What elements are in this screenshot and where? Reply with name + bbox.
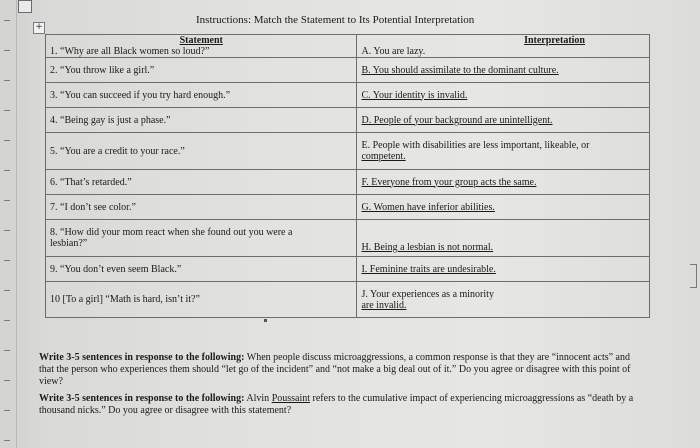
interpretation-text: competent. <box>361 151 406 162</box>
interpretation-text: E. People with disabilities are less important, likeable, or <box>361 140 590 151</box>
prompt-paragraph[interactable] <box>39 393 635 417</box>
statement-cell[interactable] <box>46 108 357 133</box>
interpretation-text: G. Women have inferior abilities. <box>361 201 495 213</box>
interpretation-text: F. Everyone from your group acts the same. <box>361 176 537 188</box>
table-row <box>46 58 650 83</box>
statement-cell[interactable] <box>46 170 357 195</box>
ruler-tick <box>4 410 10 411</box>
interpretation-cell[interactable] <box>357 282 650 318</box>
statement-text: 6. “That’s retarded.” <box>50 176 132 188</box>
prompt-text: refers to the cumulative impact of experiencing microaggressions as “death by a thousand nicks.” Do you agree or disagree with this statement? <box>39 393 634 416</box>
interpretation-text: C. Your identity is invalid. <box>361 89 468 101</box>
table-row <box>46 282 650 318</box>
table-row <box>46 220 650 257</box>
statement-header: Statement <box>179 35 223 46</box>
statement-cell[interactable] <box>46 195 357 220</box>
prompt-text: Alvin <box>244 393 272 404</box>
statement-cell[interactable] <box>46 220 357 257</box>
interpretation-header: Interpretation <box>524 35 585 46</box>
text-cursor-icon <box>264 319 267 322</box>
statement-text: 9. “You don’t even seem Black.” <box>50 263 182 275</box>
interpretation-text: D. People of your background are unintelligent. <box>361 114 553 126</box>
matching-table <box>45 34 650 318</box>
table-row <box>46 108 650 133</box>
statement-text: 10 [To a girl] “Math is hard, isn’t it?” <box>50 294 200 305</box>
table-row <box>46 257 650 282</box>
statement-cell[interactable] <box>46 257 357 282</box>
ruler-tick <box>4 110 10 111</box>
ruler-tick <box>4 290 10 291</box>
statement-cell[interactable] <box>46 58 357 83</box>
vertical-ruler <box>0 0 17 448</box>
interpretation-text: H. Being a lesbian is not normal. <box>361 242 494 253</box>
statement-cell[interactable] <box>46 282 357 318</box>
table-row <box>46 83 650 108</box>
ruler-tick <box>4 440 10 441</box>
interpretation-cell[interactable] <box>357 83 650 108</box>
instructions-heading: Instructions: Match the Statement to Its Potential Interpretation <box>196 14 475 26</box>
table-move-handle-icon[interactable]: + <box>33 22 45 34</box>
response-prompts <box>39 352 635 422</box>
table-row <box>46 133 650 170</box>
statement-text: 8. “How did your mom react when she found out you were a <box>50 227 293 238</box>
prompt-lead: Write 3-5 sentences in response to the following: <box>39 352 245 363</box>
statement-text: 1. “Why are all Black women so loud?” <box>50 46 210 57</box>
interpretation-cell[interactable] <box>357 35 650 58</box>
table-row <box>46 195 650 220</box>
interpretation-text: A. You are lazy. <box>361 46 426 57</box>
page-margin-bracket <box>690 264 697 288</box>
interpretation-text: B. You should assimilate to the dominant culture. <box>361 64 559 76</box>
ruler-tick <box>4 170 10 171</box>
ruler-tick <box>4 260 10 261</box>
statement-text: 4. “Being gay is just a phase.” <box>50 114 171 126</box>
prompt-name: Poussaint <box>271 393 311 404</box>
statement-text: 5. “You are a credit to your race.” <box>50 145 185 157</box>
ruler-tick <box>4 80 10 81</box>
ruler-tick <box>4 320 10 321</box>
ruler-tick <box>4 350 10 351</box>
layout-options-icon[interactable] <box>18 0 32 13</box>
interpretation-text: J. Your experiences as a minority <box>361 288 494 300</box>
interpretation-text: I. Feminine traits are undesirable. <box>361 263 496 275</box>
statement-text: 3. “You can succeed if you try hard enough.” <box>50 89 231 101</box>
interpretation-cell[interactable] <box>357 195 650 220</box>
interpretation-cell[interactable] <box>357 170 650 195</box>
statement-text: 7. “I don’t see color.” <box>50 201 136 213</box>
interpretation-text: are invalid. <box>361 299 407 311</box>
interpretation-cell[interactable] <box>357 133 650 170</box>
interpretation-cell[interactable] <box>357 108 650 133</box>
statement-text: lesbian?” <box>50 238 88 249</box>
statement-cell[interactable] <box>46 83 357 108</box>
ruler-tick <box>4 230 10 231</box>
ruler-tick <box>4 140 10 141</box>
ruler-tick <box>4 380 10 381</box>
table-row <box>46 35 650 58</box>
prompt-lead: Write 3-5 sentences in response to the following: <box>39 393 245 404</box>
statement-text: 2. “You throw like a girl.” <box>50 64 155 76</box>
prompt-paragraph[interactable] <box>39 352 635 388</box>
ruler-tick <box>4 50 10 51</box>
ruler-tick <box>4 20 10 21</box>
ruler-tick <box>4 200 10 201</box>
table-row <box>46 170 650 195</box>
statement-cell[interactable] <box>46 133 357 170</box>
interpretation-cell[interactable] <box>357 220 650 257</box>
statement-cell[interactable] <box>46 35 357 58</box>
interpretation-cell[interactable] <box>357 58 650 83</box>
prompt-text: When people discuss microaggressions, a common response is that they are “innocent acts” and that the person who experiences them should “let go of the incident” and “not make a big deal out of it.” Do you agree or disagree with this point of view? <box>39 352 631 387</box>
interpretation-cell[interactable] <box>357 257 650 282</box>
